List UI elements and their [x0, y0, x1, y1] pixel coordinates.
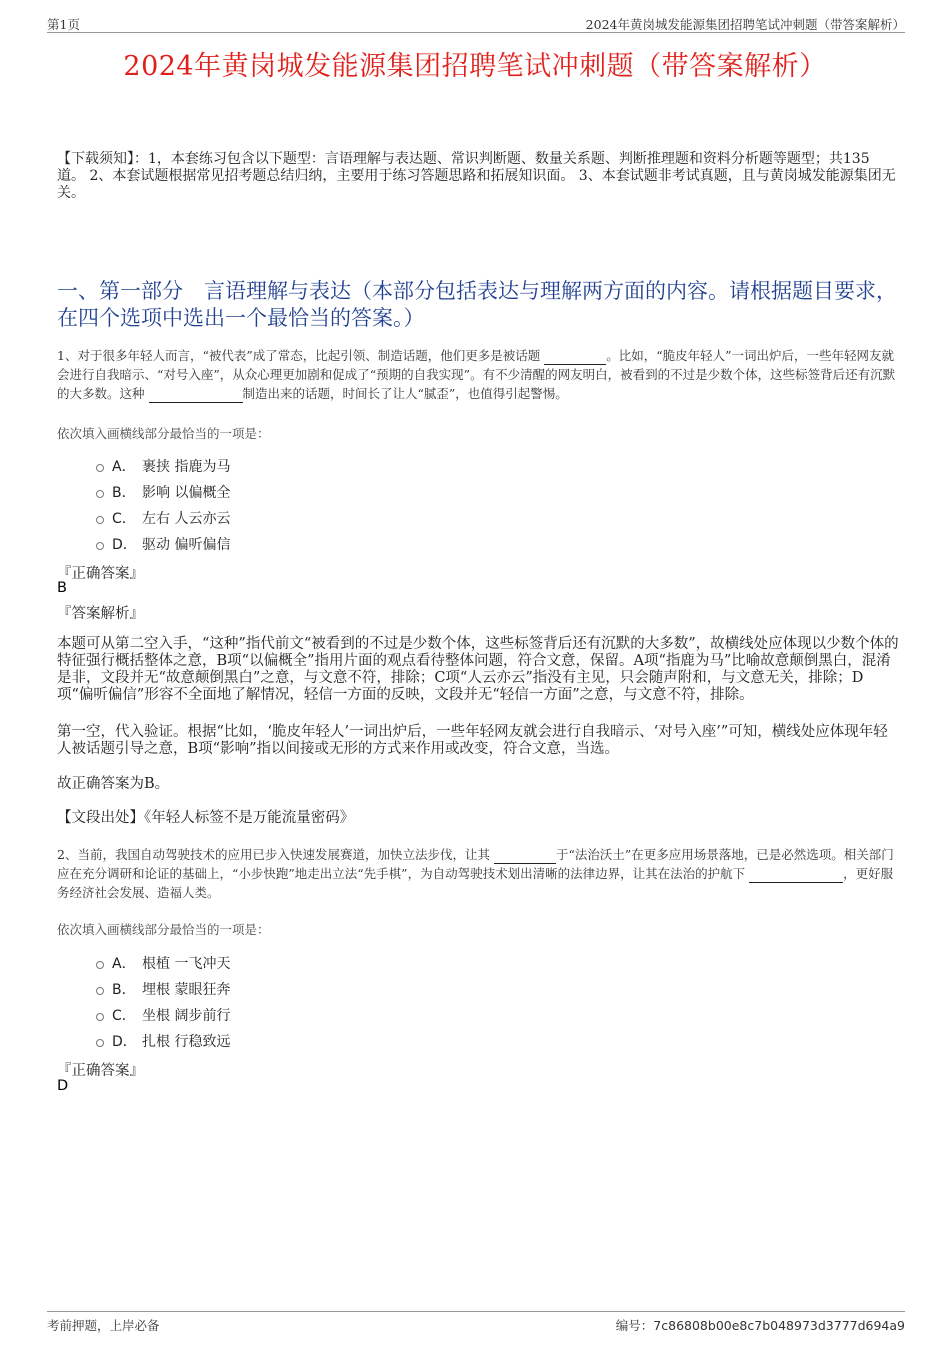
option-c[interactable]: C． 左右 人云亦云 [96, 505, 496, 531]
question-1-stem: 1、对于很多年轻人而言，“被代表”成了常态，比起引领、制造话题，他们更多是被话题 。比如，“脆皮年轻人”一词出炉后，一些年轻网友就会进行自我暗示、“对号入座”，从众心理更加剧和促成了“预期的自我实现”。有不少清醒的网友明白，被看到的不过是少数个体，这些标签背后还有沉默的大多数。这种 制造出来的话题，时间长了让人“腻歪”，也值得引起警惕。 [57, 348, 896, 401]
download-notice: 【下载须知】：1，本套练习包含以下题型：言语理解与表达题、常识判断题、数量关系题、判断推理题和资料分析题等题型；共135道。 2、本套试题根据常见招考题总结归纳，主要用于练习答题思路和拓展知识面。 3、本套试题非考试真题，且与黄岗城发能源集团无关。 [57, 151, 896, 201]
option-d[interactable]: D． 驱动 偏听偏信 [96, 531, 496, 557]
page-header [47, 14, 905, 33]
option-b[interactable]: B． 影响 以偏概全 [96, 479, 496, 505]
footer-slogan: 考前押题，上岸必备 [47, 1318, 160, 1333]
radio-icon[interactable] [96, 987, 104, 995]
fill-blank-1[interactable] [544, 351, 606, 365]
option-d[interactable]: D． 扎根 行稳致远 [96, 1028, 496, 1054]
fill-blank-2[interactable] [149, 389, 243, 403]
correct-answer-label: 『正确答案』 [57, 566, 144, 582]
radio-icon[interactable] [96, 542, 104, 550]
page-number: 第1页 [47, 17, 80, 32]
fill-blank-1[interactable] [494, 850, 556, 864]
page-footer [47, 1311, 905, 1332]
question-1-options [96, 453, 496, 557]
text-source: 【文段出处】《年轻人标签不是万能流量密码》 [57, 810, 355, 826]
option-b[interactable]: B． 埋根 蒙眼狂奔 [96, 976, 496, 1002]
correct-answer: B [57, 580, 67, 596]
correct-answer-label: 『正确答案』 [57, 1063, 144, 1079]
radio-icon[interactable] [96, 1013, 104, 1021]
option-a[interactable]: A． 裹挟 指鹿为马 [96, 453, 496, 479]
option-c[interactable]: C． 坐根 阔步前行 [96, 1002, 496, 1028]
radio-icon[interactable] [96, 516, 104, 524]
document-title: 2024年黄岗城发能源集团招聘笔试冲刺题（带答案解析） [123, 51, 827, 82]
analysis-paragraph: 故正确答案为B。 [57, 776, 170, 792]
option-a[interactable]: A． 根植 一飞冲天 [96, 950, 496, 976]
correct-answer: D [57, 1078, 69, 1094]
question-2-stem: 2、当前，我国自动驾驶技术的应用已步入快速发展赛道，加快立法步伐，让其 于“法治沃土”在更多应用场景落地，已是必然选项。相关部门应在充分调研和论证的基础上，“小步快跑”地走出立法“先手棋”，为自动驾驶技术划出清晰的法律边界，让其在法治的护航下 ，更好服务经济社会发展、造福人类。 [57, 847, 894, 900]
analysis-paragraph: 本题可从第二空入手，“这种”指代前文“被看到的不过是少数个体，这些标签背后还有沉默的大多数”，故横线处应体现以少数个体的特征强行概括整体之意，B项“以偏概全”指用片面的观点看待整体问题，符合文意，保留。A项“指鹿为马”比喻故意颠倒黑白，混淆是非，文段并无“故意颠倒黑白”之意，与文意不符，排除；C项“人云亦云”指没有主见，只会随声附和，与文意无关，排除；D项“偏听偏信”形容不全面地了解情况，轻信一方面的反映，文段并无“轻信一方面”之意，与文意不符，排除。 [57, 636, 899, 703]
question-1-prompt: 依次填入画横线部分最恰当的一项是： [57, 426, 270, 441]
fill-blank-2[interactable] [749, 869, 843, 883]
radio-icon[interactable] [96, 961, 104, 969]
header-doc-title: 2024年黄岗城发能源集团招聘笔试冲刺题（带答案解析） [585, 17, 905, 32]
analysis-paragraph: 第一空，代入验证。根据“比如，‘脆皮年轻人’一词出炉后，一些年轻网友就会进行自我暗示、‘对号入座’”可知，横线处应体现年轻人被话题引导之意，B项“影响”指以间接或无形的方式来作用或改变，符合文意，当选。 [57, 724, 888, 757]
question-2-options [96, 950, 496, 1054]
section-heading: 一、第一部分 言语理解与表达（本部分包括表达与理解两方面的内容。请根据题目要求，在四个选项中选出一个最恰当的答案。） [57, 279, 897, 330]
analysis-label: 『答案解析』 [57, 606, 144, 622]
document-code: 编号：7c86808b00e8c7b048973d3777d694a9 [615, 1318, 905, 1333]
radio-icon[interactable] [96, 1039, 104, 1047]
radio-icon[interactable] [96, 490, 104, 498]
question-2-prompt: 依次填入画横线部分最恰当的一项是： [57, 922, 270, 937]
radio-icon[interactable] [96, 464, 104, 472]
